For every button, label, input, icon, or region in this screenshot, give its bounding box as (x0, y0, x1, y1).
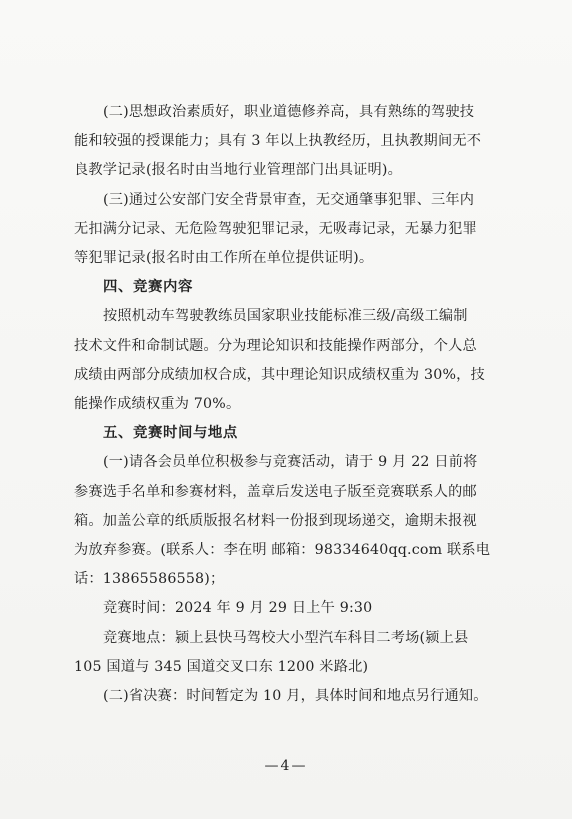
paragraph-competition-content (74, 302, 510, 419)
paragraph-registration (74, 448, 510, 594)
text-line: 无扣满分记录、无危险驾驶犯罪记录，无吸毒记录，无暴力犯罪 (74, 220, 477, 237)
paragraph-provincial-final (74, 682, 510, 711)
document-body (74, 98, 510, 711)
text-line: 竞赛地点：颍上县快马驾校大小型汽车科目二考场(颍上县 (103, 629, 469, 646)
paragraph-qualification-two (74, 98, 510, 186)
text-line: (一)请各会员单位积极参与竞赛活动，请于 9 月 22 日前将 (103, 454, 478, 471)
text-line: 能和较强的授课能力；具有 3 年以上执教经历，且执教期间无不 (74, 133, 482, 150)
paragraph-competition-location (74, 624, 510, 682)
text-line: 良教学记录(报名时由当地行业管理部门出具证明)。 (74, 162, 402, 179)
text-line: 技术文件和命制试题。分为理论知识和技能操作两部分，个人总 (74, 337, 477, 354)
section-heading-competition-content: 四、竞赛内容 (103, 279, 193, 296)
text-line: 参赛选手名单和参赛材料，盖章后发送电子版至竞赛联系人的邮 (74, 483, 477, 500)
competition-time: 竞赛时间：2024 年 9 月 29 日上午 9:30 (103, 600, 373, 617)
text-line: 为放弃参赛。(联系人：李在明 邮箱：98334640qq.com 联系电 (74, 542, 491, 559)
text-line: (二)思想政治素质好，职业道德修养高，具有熟练的驾驶技 (103, 104, 475, 120)
paragraph-qualification-three (74, 186, 510, 274)
text-line: (二)省决赛：时间暂定为 10 月，具体时间和地点另行通知。 (103, 688, 488, 705)
text-line: 105 国道与 345 国道交叉口东 1200 米路北) (74, 658, 369, 675)
text-line: 话：13865586558)； (74, 571, 225, 588)
text-line: 按照机动车驾驶教练员国家职业技能标准三级/高级工编制 (103, 308, 468, 325)
text-line: 能操作成绩权重为 70%。 (74, 396, 241, 413)
text-line: 箱。加盖公章的纸质版报名材料一份报到现场递交，逾期未报视 (74, 512, 477, 529)
paragraph-competition-time (74, 594, 510, 623)
section-heading-time-location: 五、竞赛时间与地点 (103, 425, 238, 442)
text-line: 成绩由两部分成绩加权合成，其中理论知识成绩权重为 30%，技 (74, 366, 485, 383)
text-line: 等犯罪记录(报名时由工作所在单位提供证明)。 (74, 250, 374, 267)
page-number: —4— (264, 758, 308, 774)
text-line: (三)通过公安部门安全背景审查，无交通肇事犯罪、三年内 (103, 191, 475, 208)
